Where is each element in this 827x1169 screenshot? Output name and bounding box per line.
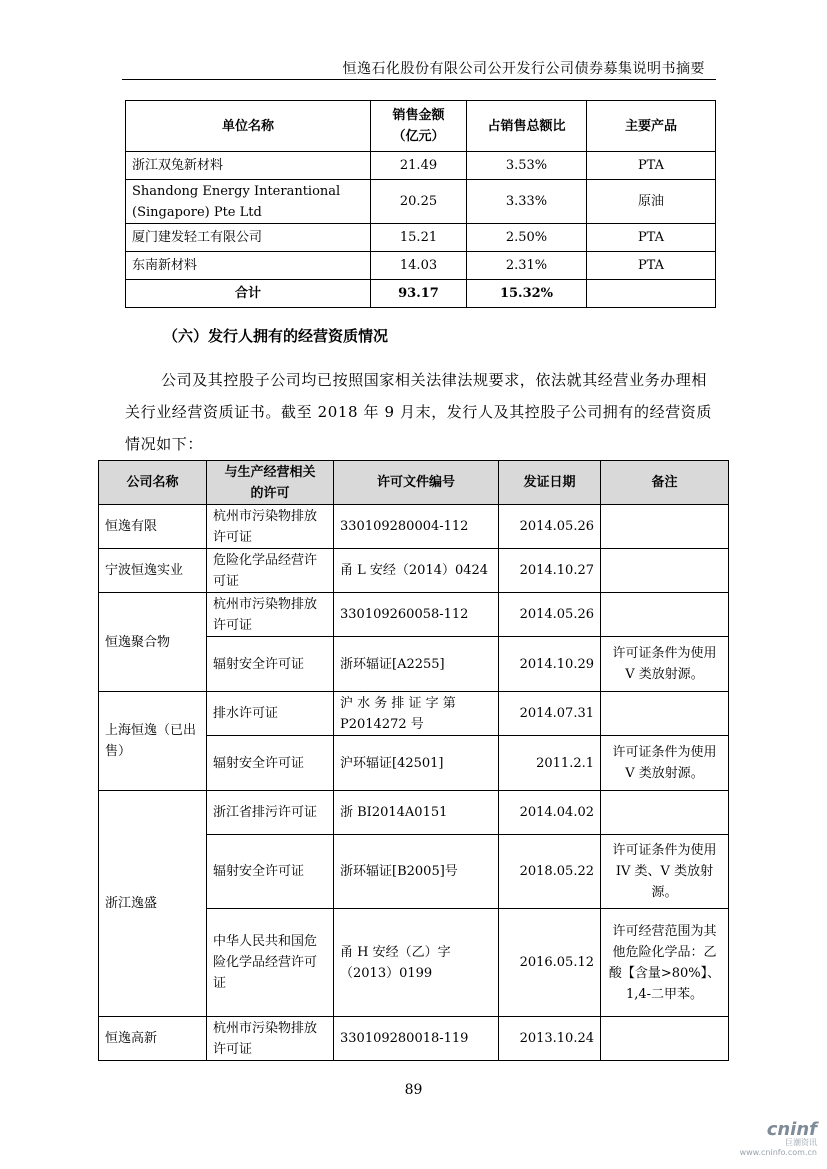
column-header: 许可文件编号 (334, 461, 499, 505)
license-name: 危险化学品经营许可证 (207, 549, 334, 593)
issue-date: 2011.2.1 (499, 736, 601, 791)
remark (601, 549, 729, 593)
remark (601, 1017, 729, 1061)
issue-date: 2014.07.31 (499, 692, 601, 736)
main-product: 原油 (587, 180, 716, 224)
license-name: 杭州市污染物排放许可证 (207, 1017, 334, 1061)
table-row (126, 252, 716, 280)
table-row (99, 505, 729, 549)
customers-table (125, 100, 716, 308)
license-name: 浙江省排污许可证 (207, 791, 334, 835)
table-row (126, 224, 716, 252)
company-name: 恒逸高新 (99, 1017, 207, 1061)
sales-ratio: 2.31% (467, 252, 587, 280)
remark: 许可证条件为使用 IV 类、V 类放射源。 (601, 835, 729, 909)
column-header: 发证日期 (499, 461, 601, 505)
issue-date: 2014.10.29 (499, 637, 601, 692)
remark: 许可证条件为使用 V 类放射源。 (601, 736, 729, 791)
issue-date: 2013.10.24 (499, 1017, 601, 1061)
license-name: 中华人民共和国危险化学品经营许可证 (207, 909, 334, 1017)
column-header: 销售金额 （亿元） (371, 101, 467, 152)
license-name: 杭州市污染物排放许可证 (207, 593, 334, 637)
company-name: 恒逸聚合物 (99, 593, 207, 692)
section-title: （六）发行人拥有的经营资质情况 (163, 327, 389, 345)
company-name: 浙江逸盛 (99, 791, 207, 1017)
remark (601, 593, 729, 637)
total-product (587, 280, 716, 308)
cninfo-url: www.cninfo.com.cn (739, 1148, 817, 1157)
license-number: 浙环辐证[A2255] (334, 637, 499, 692)
sales-ratio: 3.53% (467, 152, 587, 180)
remark (601, 692, 729, 736)
cninfo-logo: cninf (766, 1119, 817, 1140)
column-header: 与生产经营相关 的许可 (207, 461, 334, 505)
customer-name: 东南新材料 (126, 252, 371, 280)
main-product: PTA (587, 252, 716, 280)
main-product: PTA (587, 224, 716, 252)
customer-name: 厦门建发轻工有限公司 (126, 224, 371, 252)
column-header: 主要产品 (587, 101, 716, 152)
remark (601, 505, 729, 549)
sales-amount: 20.25 (371, 180, 467, 224)
license-number: 沪环辐证[42501] (334, 736, 499, 791)
main-product: PTA (587, 152, 716, 180)
sales-amount: 15.21 (371, 224, 467, 252)
table-row (99, 549, 729, 593)
total-label: 合计 (126, 280, 371, 308)
document-header: 恒逸石化股份有限公司公开发行公司债券募集说明书摘要 (342, 61, 705, 77)
table-row (99, 1017, 729, 1061)
issue-date: 2018.05.22 (499, 835, 601, 909)
company-name: 宁波恒逸实业 (99, 549, 207, 593)
header-rule (122, 79, 716, 80)
license-number: 甬 L 安经（2014）0424 (334, 549, 499, 593)
license-number: 甬 H 安经（乙）字（2013）0199 (334, 909, 499, 1017)
page-number: 89 (404, 1082, 423, 1098)
sales-ratio: 2.50% (467, 224, 587, 252)
license-number: 330109260058-112 (334, 593, 499, 637)
license-number: 浙环辐证[B2005]号 (334, 835, 499, 909)
column-header: 公司名称 (99, 461, 207, 505)
table-row (126, 180, 716, 224)
issue-date: 2014.05.26 (499, 505, 601, 549)
table-row (99, 593, 729, 637)
license-name: 辐射安全许可证 (207, 637, 334, 692)
remark: 许可证条件为使用 V 类放射源。 (601, 637, 729, 692)
license-table (98, 460, 729, 1061)
customer-name: 浙江双兔新材料 (126, 152, 371, 180)
table-row (99, 791, 729, 835)
license-number: 330109280018-119 (334, 1017, 499, 1061)
issue-date: 2014.10.27 (499, 549, 601, 593)
cninfo-logo-cn: 巨潮资讯 (785, 1138, 817, 1147)
column-header: 占销售总额比 (467, 101, 587, 152)
license-number: 浙 BI2014A0151 (334, 791, 499, 835)
issue-date: 2014.05.26 (499, 593, 601, 637)
table-row (126, 152, 716, 180)
customer-name: Shandong Energy Interantional (Singapore) Pte Ltd (126, 180, 371, 224)
remark: 许可经营范围为其他危险化学品：乙酸【含量>80%】、1,4-二甲苯。 (601, 909, 729, 1017)
total-ratio: 15.32% (467, 280, 587, 308)
body-paragraph: 公司及其控股子公司均已按照国家相关法律法规要求，依法就其经营业务办理相关行业经营资质证书。截至 2018 年 9 月末，发行人及其控股子公司拥有的经营资质情况如下： (125, 371, 712, 453)
license-number: 沪 水 务 排 证 字 第 P2014272 号 (334, 692, 499, 736)
license-name: 杭州市污染物排放许可证 (207, 505, 334, 549)
cninfo-watermark (740, 1119, 817, 1157)
sales-amount: 21.49 (371, 152, 467, 180)
table-row (99, 692, 729, 736)
license-name: 辐射安全许可证 (207, 736, 334, 791)
license-number: 330109280004-112 (334, 505, 499, 549)
license-name: 排水许可证 (207, 692, 334, 736)
sales-ratio: 3.33% (467, 180, 587, 224)
company-name: 恒逸有限 (99, 505, 207, 549)
company-name: 上海恒逸（已出售） (99, 692, 207, 791)
issue-date: 2014.04.02 (499, 791, 601, 835)
sales-amount: 14.03 (371, 252, 467, 280)
column-header: 备注 (601, 461, 729, 505)
total-row (126, 280, 716, 308)
license-name: 辐射安全许可证 (207, 835, 334, 909)
total-amount: 93.17 (371, 280, 467, 308)
remark (601, 791, 729, 835)
column-header: 单位名称 (126, 101, 371, 152)
issue-date: 2016.05.12 (499, 909, 601, 1017)
